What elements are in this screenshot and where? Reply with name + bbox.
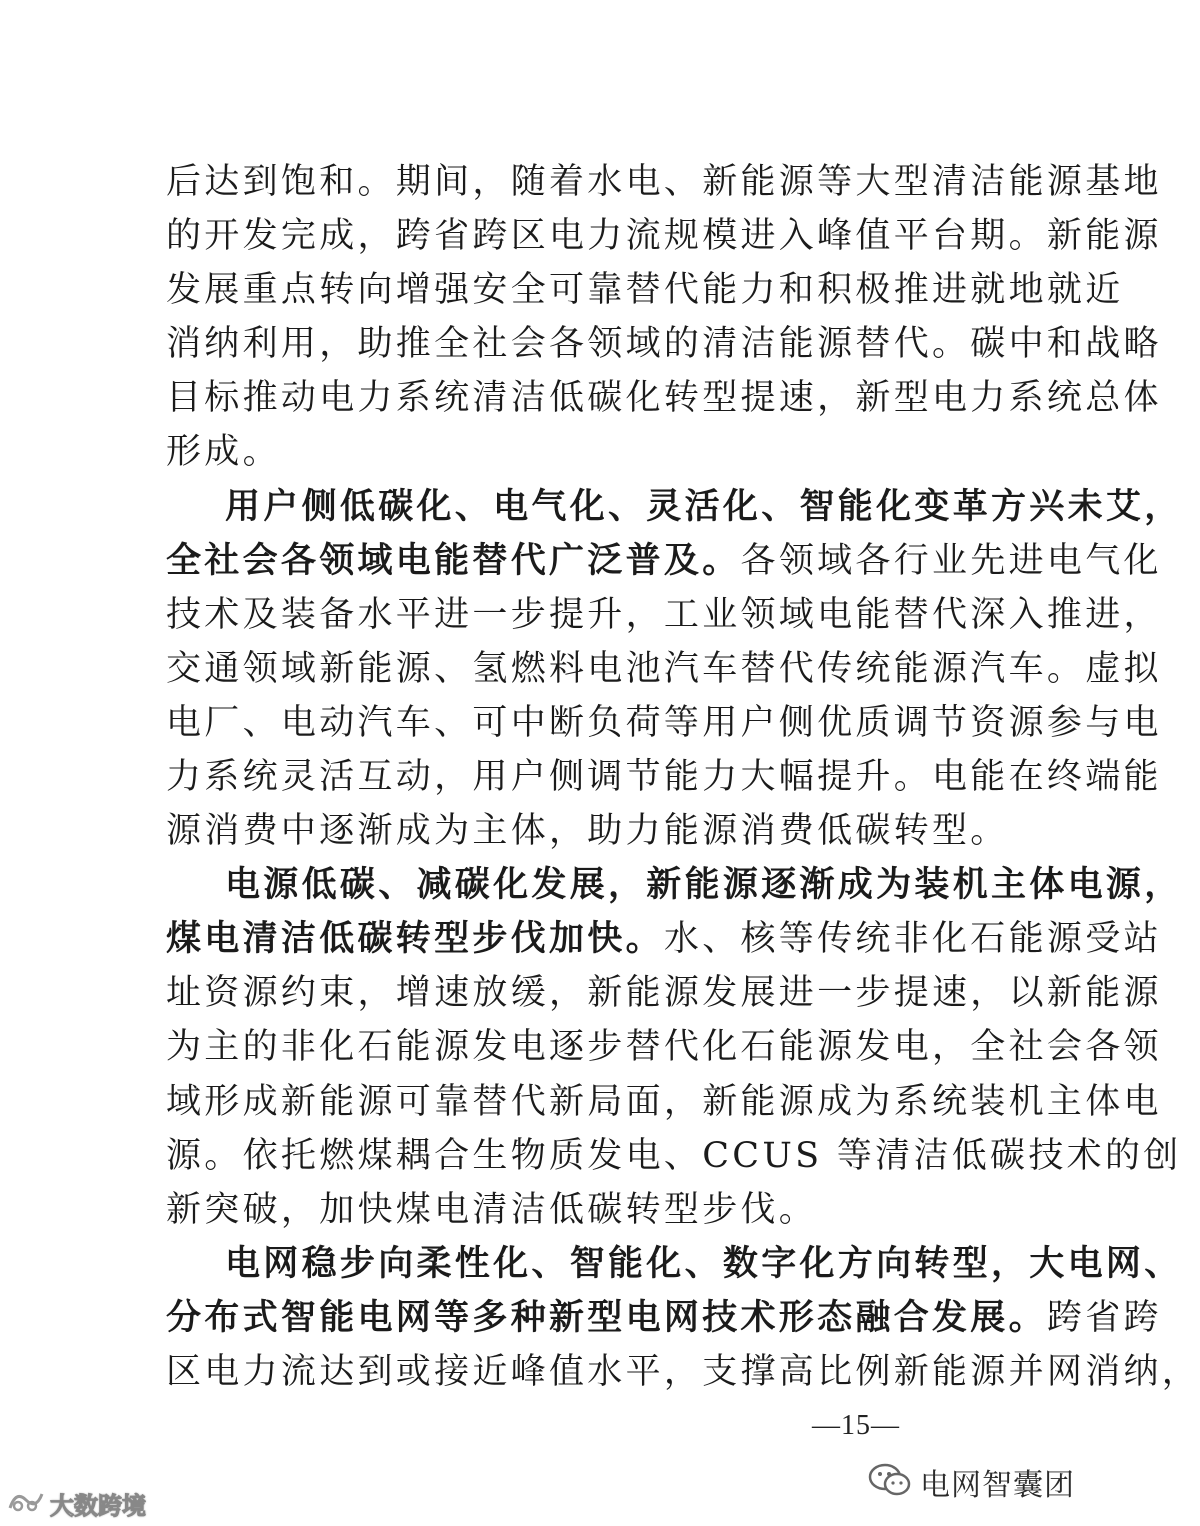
text-line — [166, 809, 1009, 853]
logo-icon — [6, 1486, 46, 1520]
watermark-left-label: 大数跨境 — [50, 1491, 146, 1520]
text-line — [225, 863, 1183, 907]
line-text: 域形成新能源可靠替代新局面，新能源成为系统装机主体电 — [166, 1082, 1162, 1122]
text-line — [166, 376, 1162, 420]
text-line — [166, 1080, 1162, 1124]
line-text: 技术及装备水平进一步提升，工业领域电能替代深入推进， — [166, 595, 1162, 635]
bold-text: 全社会各领域电能替代广泛普及。 — [166, 540, 741, 581]
line-text: 发展重点转向增强安全可靠替代能力和积极推进就地就近 — [166, 270, 1124, 310]
line-text: 各领域各行业先进电气化 — [740, 541, 1162, 581]
text-line — [166, 971, 1162, 1015]
text-line — [225, 1242, 1183, 1286]
line-text: 为主的非化石能源发电逐步替代化石能源发电，全社会各领 — [166, 1027, 1162, 1067]
line-text: 源。依托燃煤耦合生物质发电、CCUS 等清洁低碳技术的创 — [166, 1136, 1182, 1176]
text-line — [166, 755, 1162, 799]
text-line — [166, 1188, 926, 1232]
text-line — [166, 647, 1162, 691]
text-line — [166, 1296, 1162, 1340]
watermark-right-label: 电网智囊团 — [920, 1468, 1075, 1503]
page-number: —15— — [812, 1410, 900, 1441]
line-text: 形成。 — [166, 432, 281, 472]
text-line — [166, 539, 1162, 583]
line-text: 力系统灵活互动，用户侧调节能力大幅提升。电能在终端能 — [166, 757, 1162, 797]
line-text: 交通领域新能源、氢燃料电池汽车替代传统能源汽车。虚拟 — [166, 649, 1162, 689]
bold-text: 用户侧低碳化、电气化、灵活化、智能化变革方兴未艾， — [225, 486, 1183, 527]
wechat-icon — [868, 1462, 912, 1502]
bold-text: 煤电清洁低碳转型步伐加快。 — [166, 918, 664, 959]
line-text: 跨省跨 — [1046, 1298, 1162, 1338]
line-text: 源消费中逐渐成为主体，助力能源消费低碳转型。 — [166, 811, 1009, 851]
line-text: 址资源约束，增速放缓，新能源发展进一步提速，以新能源 — [166, 973, 1162, 1013]
text-line — [166, 917, 1162, 961]
text-line — [166, 430, 926, 474]
line-text: 的开发完成，跨省跨区电力流规模进入峰值平台期。新能源 — [166, 216, 1162, 256]
text-line — [166, 1134, 1182, 1178]
watermark-right — [868, 1462, 1075, 1502]
text-line — [166, 1025, 1162, 1069]
line-text: 水、核等传统非化石能源受站 — [663, 919, 1162, 959]
bold-text: 电源低碳、减碳化发展，新能源逐渐成为装机主体电源， — [225, 864, 1183, 905]
line-text: 后达到饱和。期间，随着水电、新能源等大型清洁能源基地 — [166, 162, 1162, 202]
text-line — [166, 214, 1162, 258]
bold-text: 分布式智能电网等多种新型电网技术形态融合发展。 — [166, 1297, 1047, 1338]
line-text: 消纳利用，助推全社会各领域的清洁能源替代。碳中和战略 — [166, 324, 1162, 364]
text-line — [166, 268, 1124, 312]
text-line — [166, 593, 1162, 637]
line-text: 区电力流达到或接近峰值水平，支撑高比例新能源并网消纳， — [166, 1352, 1200, 1392]
watermark-left — [6, 1486, 146, 1520]
text-line — [225, 485, 1183, 529]
line-text: 电厂、电动汽车、可中断负荷等用户侧优质调节资源参与电 — [166, 703, 1162, 743]
text-line — [166, 1350, 1200, 1394]
line-text: 目标推动电力系统清洁低碳化转型提速，新型电力系统总体 — [166, 378, 1162, 418]
bold-text: 电网稳步向柔性化、智能化、数字化方向转型，大电网、 — [225, 1243, 1183, 1284]
text-line — [166, 322, 1162, 366]
text-line — [166, 701, 1162, 745]
line-text: 新突破，加快煤电清洁低碳转型步伐。 — [166, 1190, 818, 1230]
text-line — [166, 160, 1162, 204]
